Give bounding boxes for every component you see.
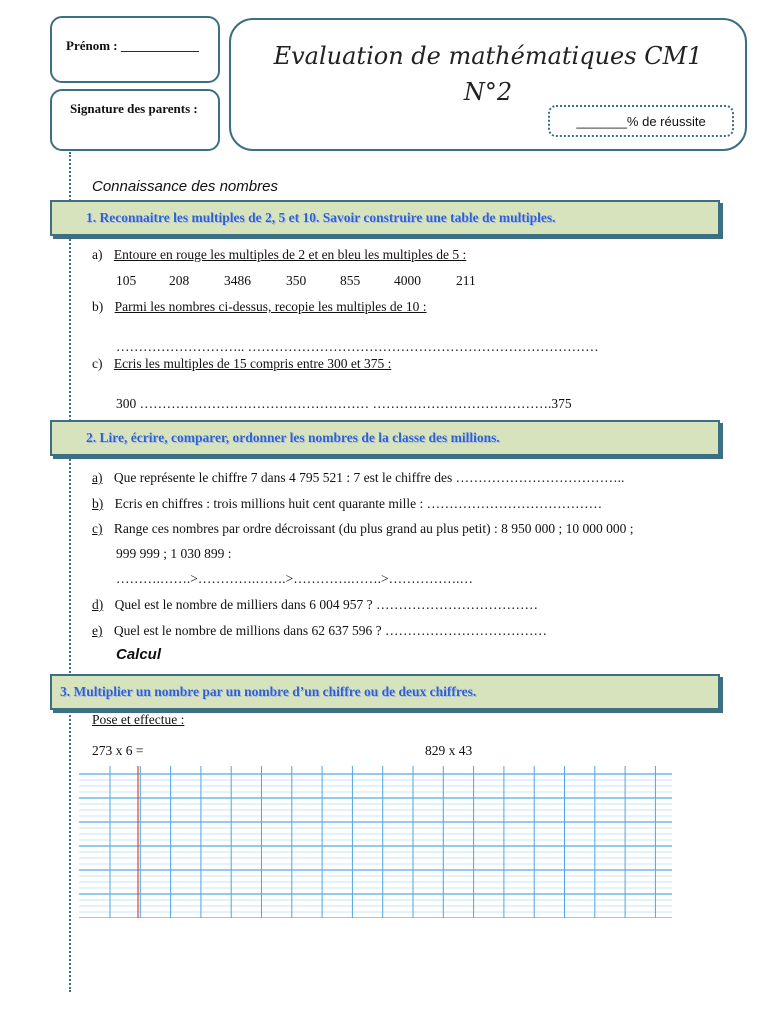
ex2-c-text2: 999 999 ; 1 030 899 :	[116, 546, 232, 561]
number-item: 350	[286, 273, 307, 288]
ex2-b-text: Ecris en chiffres : trois millions huit cent quarante mille : …………………………………	[114, 496, 603, 511]
number-item: 211	[456, 273, 476, 288]
exercise2-banner	[50, 420, 720, 456]
ex1-c-answer: 300 …………………………………………… ………………………………….375	[116, 396, 572, 411]
number-item: 4000	[394, 273, 421, 288]
ex2-d-text: Quel est le nombre de milliers dans 6 004 957 ? ………………………………	[114, 597, 538, 612]
margin-dotted-line	[69, 152, 71, 992]
ex2-c	[92, 521, 634, 537]
number-item: 3486	[224, 273, 251, 288]
ex2-c-text: Range ces nombres par ordre décroissant (du plus grand au plus petit) : 8 950 000 ; 10 000 000 ;	[113, 521, 634, 536]
exercise1-title: 1. Reconnaitre les multiples de 2, 5 et 10. Savoir construire une table de multiples.	[86, 210, 556, 225]
score-text: _______% de réussite	[576, 113, 706, 129]
ex1-b-text: Parmi les nombres ci-dessus, recopie les multiples de 10 :	[114, 299, 427, 314]
ex2-e	[92, 623, 547, 639]
ex2-e-text: Quel est le nombre de millions dans 62 637 596 ? ………………………………	[113, 623, 547, 638]
ex1-a-letter: a)	[92, 247, 103, 262]
score-box	[548, 105, 734, 137]
prenom-label: Prénom : ____________	[66, 38, 199, 53]
ex2-d-letter: d)	[92, 597, 104, 612]
ex2-a-letter: a)	[92, 470, 103, 485]
signature-label: Signature des parents :	[70, 101, 198, 116]
exercise1-banner	[50, 200, 720, 236]
number-item: 855	[340, 273, 361, 288]
page-title: Evaluation de mathématiques CM1	[273, 42, 703, 70]
ex2-c-answer: ……….…….>………….…….>………….…….>…………….…	[116, 571, 473, 586]
ex2-e-letter: e)	[92, 623, 103, 638]
ex3-op2: 829 x 43	[425, 743, 473, 758]
ex1-c	[92, 356, 391, 372]
page-subtitle: N°2	[463, 78, 513, 106]
ex3-instruction: Pose et effectue :	[92, 712, 185, 727]
category-calcul: Calcul	[116, 646, 162, 663]
ex1-a	[92, 247, 466, 263]
ex3-op1: 273 x 6 =	[92, 743, 144, 758]
exercise2-title: 2. Lire, écrire, comparer, ordonner les nombres de la classe des millions.	[86, 430, 500, 445]
number-item: 105	[116, 273, 137, 288]
signature-box	[50, 89, 220, 151]
ex1-b-answer: ……………………….. ……………………………………………………………………	[116, 339, 599, 354]
ex1-b	[92, 299, 427, 315]
ex1-b-letter: b)	[92, 299, 104, 314]
exercise3-title: 3. Multiplier un nombre par un nombre d’un chiffre ou de deux chiffres.	[60, 684, 477, 699]
exercise3-banner	[50, 674, 720, 710]
ex2-b	[92, 496, 602, 512]
ex1-c-text: Ecris les multiples de 15 compris entre 300 et 375 :	[113, 356, 392, 371]
number-item: 208	[169, 273, 190, 288]
ex1-c-letter: c)	[92, 356, 103, 371]
ex2-b-letter: b)	[92, 496, 104, 511]
writing-grid	[79, 766, 672, 918]
category-numbers: Connaissance des nombres	[92, 178, 278, 195]
ex1-a-text: Entoure en rouge les multiples de 2 et en bleu les multiples de 5 :	[113, 247, 467, 262]
ex2-d	[92, 597, 538, 613]
ex2-a-text: Que représente le chiffre 7 dans 4 795 521 : 7 est le chiffre des ………………………………..	[113, 470, 625, 485]
ex2-a	[92, 470, 624, 486]
prenom-box	[50, 16, 220, 83]
ex2-c-letter: c)	[92, 521, 103, 536]
